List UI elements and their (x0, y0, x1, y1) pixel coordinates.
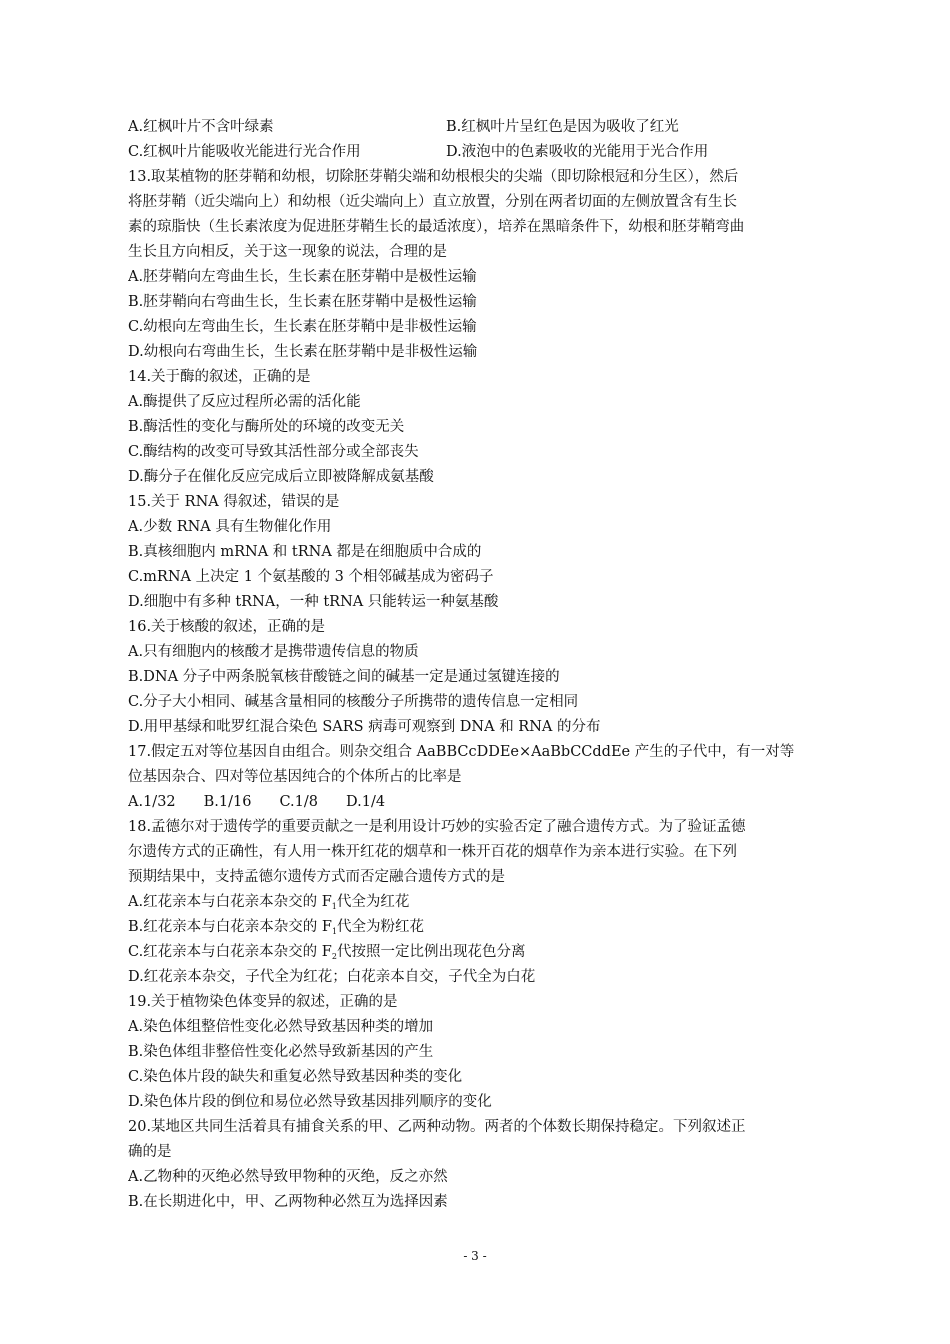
q14-option-d: D.酶分子在催化反应完成后立即被降解成氨基酸 (128, 469, 434, 485)
q13-option-c: C.幼根向左弯曲生长，生长素在胚芽鞘中是非极性运输 (128, 319, 477, 335)
q17-stem-line-1: 17.假定五对等位基因自由组合。则杂交组合 AaBBCcDDEe×AaBbCCddEe 产生的子代中，有一对等 (128, 744, 795, 760)
page-content (128, 115, 834, 1215)
q13-stem-line-2: 将胚芽鞘（近尖端向上）和幼根（近尖端向上）直立放置，分别在两者切面的左侧放置含有生长 (128, 194, 737, 210)
q18-option-c-text: C.红花亲本与白花亲本杂交的 F (128, 944, 332, 960)
q12-option-c: C.红枫叶片能吸收光能进行光合作用 (128, 144, 361, 160)
q17-option-c: C.1/8 (279, 794, 319, 810)
q18-option-a-tail: 代全为红花 (336, 894, 410, 910)
q17-option-a: A.1/32 (128, 794, 176, 810)
q17-option-b: B.1/16 (203, 794, 252, 810)
q12-option-a: A.红枫叶片不含叶绿素 (128, 119, 274, 135)
page-number: - 3 - (463, 1249, 487, 1263)
q16-option-a: A.只有细胞内的核酸才是携带遗传信息的物质 (128, 644, 419, 660)
q18-option-a (128, 890, 834, 915)
q12-option-d: D.液泡中的色素吸收的光能用于光合作用 (446, 144, 709, 160)
q16-option-b: B.DNA 分子中两条脱氧核苷酸链之间的碱基一定是通过氢键连接的 (128, 669, 560, 685)
q17-stem-line-2: 位基因杂合、四对等位基因纯合的个体所占的比率是 (128, 769, 462, 785)
q18-option-b-subscript: 1 (331, 927, 338, 936)
q18-stem-line-3: 预期结果中，支持孟德尔遗传方式而否定融合遗传方式的是 (128, 869, 505, 885)
q18-option-a-text: A.红花亲本与白花亲本杂交的 F (128, 894, 332, 910)
q19-option-c: C.染色体片段的缺失和重复必然导致基因种类的变化 (128, 1069, 463, 1085)
q20-stem-line-1: 20.某地区共同生活着具有捕食关系的甲、乙两种动物。两者的个体数长期保持稳定。下列叙述正 (128, 1119, 746, 1135)
q17-options-row (128, 790, 834, 815)
q13-option-b: B.胚芽鞘向右弯曲生长，生长素在胚芽鞘中是极性运输 (128, 294, 477, 310)
q19-stem: 19.关于植物染色体变异的叙述，正确的是 (128, 994, 398, 1010)
q18-option-c (128, 940, 834, 965)
q13-option-d: D.幼根向右弯曲生长，生长素在胚芽鞘中是非极性运输 (128, 344, 478, 360)
q15-option-a: A.少数 RNA 具有生物催化作用 (128, 519, 332, 535)
q18-stem-line-1: 18.孟德尔对于遗传学的重要贡献之一是利用设计巧妙的实验否定了融合遗传方式。为了验证孟德 (128, 819, 746, 835)
q15-option-b: B.真核细胞内 mRNA 和 tRNA 都是在细胞质中合成的 (128, 544, 482, 560)
q20-option-b: B.在长期进化中，甲、乙两物种必然互为选择因素 (128, 1194, 448, 1210)
q19-option-a: A.染色体组整倍性变化必然导致基因种类的增加 (128, 1019, 434, 1035)
q15-option-d: D.细胞中有多种 tRNA，一种 tRNA 只能转运一种氨基酸 (128, 594, 499, 610)
q18-stem-line-2: 尔遗传方式的正确性，有人用一株开红花的烟草和一株开百花的烟草作为亲本进行实验。在下列 (128, 844, 737, 860)
q18-option-c-tail: 代按照一定比例出现花色分离 (336, 944, 526, 960)
q16-stem: 16.关于核酸的叙述，正确的是 (128, 619, 326, 635)
q14-option-c: C.酶结构的改变可导致其活性部分或全部丧失 (128, 444, 419, 460)
q19-option-d: D.染色体片段的倒位和易位必然导致基因排列顺序的变化 (128, 1094, 492, 1110)
q15-stem: 15.关于 RNA 得叙述，错误的是 (128, 494, 340, 510)
q18-option-b (128, 915, 834, 940)
q19-option-b: B.染色体组非整倍性变化必然导致新基因的产生 (128, 1044, 434, 1060)
q16-option-c: C.分子大小相同、碱基含量相同的核酸分子所携带的遗传信息一定相同 (128, 694, 579, 710)
q15-option-c: C.mRNA 上决定 1 个氨基酸的 3 个相邻碱基成为密码子 (128, 569, 494, 585)
q17-option-d: D.1/4 (346, 794, 386, 810)
q20-option-a: A.乙物种的灭绝必然导致甲物种的灭绝，反之亦然 (128, 1169, 448, 1185)
q20-stem-line-2: 确的是 (128, 1144, 172, 1160)
q18-option-d: D.红花亲本杂交，子代全为红花；白花亲本自交，子代全为白花 (128, 969, 536, 985)
q12-options-row-2 (128, 140, 834, 165)
q18-option-a-subscript: 1 (331, 902, 337, 911)
q12-option-b: B.红枫叶片呈红色是因为吸收了红光 (446, 119, 679, 135)
q18-option-b-text: B.红花亲本与白花亲本杂交的 F (128, 919, 332, 935)
q14-stem: 14.关于酶的叙述，正确的是 (128, 369, 311, 385)
q13-stem-line-3: 素的琼脂快（生长素浓度为促进胚芽鞘生长的最适浓度），培养在黑暗条件下，幼根和胚芽鞘弯曲 (128, 219, 745, 235)
q18-option-b-tail: 代全为粉红花 (337, 919, 425, 935)
q16-option-d: D.用甲基绿和吡罗红混合染色 SARS 病毒可观察到 DNA 和 RNA 的分布 (128, 719, 601, 735)
q14-option-a: A.酶提供了反应过程所必需的活化能 (128, 394, 361, 410)
q14-option-b: B.酶活性的变化与酶所处的环境的改变无关 (128, 419, 405, 435)
q13-stem-line-4: 生长且方向相反，关于这一现象的说法，合理的是 (128, 244, 447, 260)
q13-stem-line-1: 13.取某植物的胚芽鞘和幼根，切除胚芽鞘尖端和幼根根尖的尖端（即切除根冠和分生区），然后 (128, 169, 739, 185)
q13-option-a: A.胚芽鞘向左弯曲生长，生长素在胚芽鞘中是极性运输 (128, 269, 477, 285)
q12-options-row-1 (128, 115, 834, 140)
q18-option-c-subscript: 2 (331, 952, 337, 961)
